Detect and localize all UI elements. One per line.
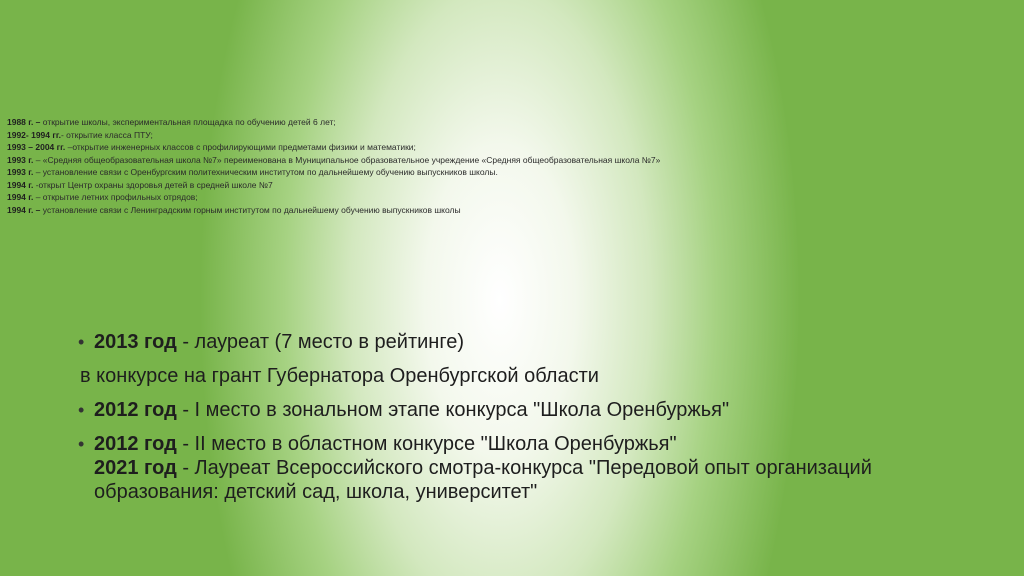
timeline-text: – установление связи с Оренбургским политехническим институтом по дальнейшему обучению выпускников школы. [33, 167, 498, 177]
timeline-year: 1992- 1994 гг. [7, 129, 61, 140]
bullet-icon: • [78, 332, 85, 352]
bullet-icon: • [78, 400, 85, 420]
timeline-row [7, 154, 987, 167]
award-item [78, 330, 978, 354]
awards-list [78, 330, 978, 514]
award-continuation: в конкурсе на грант Губернатора Оренбургской области [80, 365, 599, 387]
award-item [78, 432, 978, 504]
timeline-year: 1993 г. [7, 167, 34, 177]
award-item [78, 398, 978, 422]
award-text: - Лауреат Всероссийского смотра-конкурса "Передовой опыт организаций образования: детский сад, школа, университет" [94, 457, 872, 503]
award-text: - II место в областном конкурсе "Школа Оренбуржья" [176, 433, 677, 455]
timeline-year: 1988 г. – [7, 117, 41, 127]
timeline-text: - открытие класса ПТУ; [60, 129, 153, 140]
timeline-row [7, 141, 987, 154]
timeline-year: 1994 г. [7, 179, 34, 190]
timeline-text: открытие школы, экспериментальная площадка по обучению детей 6 лет; [40, 117, 336, 127]
timeline-text: установление связи с Ленинградским горным институтом по дальнейшему обучению выпускников школы [40, 204, 461, 215]
timeline-row [7, 116, 987, 129]
award-year: 2013 год [94, 331, 177, 353]
award-text: - I место в зональном этапе конкурса "Школа Оренбуржья" [176, 399, 730, 421]
timeline-year: 1993 г. [7, 154, 34, 165]
timeline-text: – открытие летних профильных отрядов; [33, 192, 198, 202]
timeline-row [7, 191, 987, 204]
timeline-year: 1994 г. – [7, 204, 41, 215]
timeline-row [7, 179, 987, 192]
award-line [94, 432, 978, 456]
timeline-text: -открыт Центр охраны здоровья детей в средней школе №7 [33, 179, 273, 190]
award-year: 2012 год [94, 433, 177, 455]
history-timeline [7, 116, 987, 216]
timeline-row [7, 166, 987, 179]
timeline-year: 1993 – 2004 гг. [7, 142, 66, 152]
timeline-row [7, 204, 987, 217]
timeline-row [7, 129, 987, 142]
bullet-icon: • [78, 434, 85, 454]
award-text: - лауреат (7 место в рейтинге) [176, 331, 464, 353]
award-year: 2021 год [94, 457, 177, 479]
award-line [94, 456, 978, 504]
timeline-year: 1994 г. [7, 192, 34, 202]
timeline-text: – «Средняя общеобразовательная школа №7» переименована в Муниципальное образовательное учреждение «Средняя общеобразовательная школа №7» [33, 154, 661, 165]
award-year: 2012 год [94, 399, 177, 421]
timeline-text: –открытие инженерных классов с профилирующими предметами физики и математики; [65, 142, 416, 152]
